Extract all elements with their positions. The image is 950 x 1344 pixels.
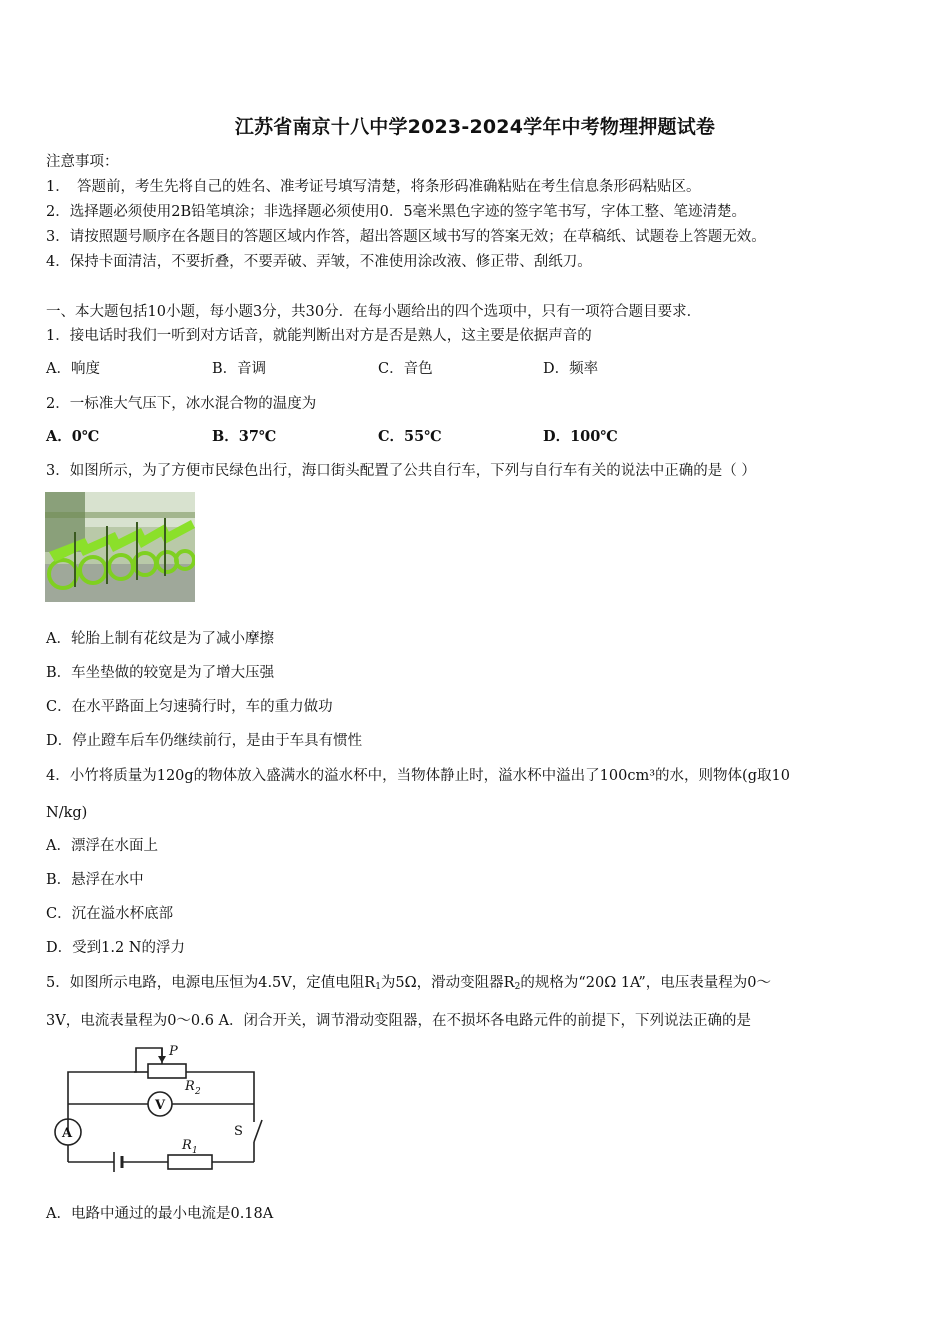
notice-item: 2．选择题必须使用2B铅笔填涂；非选择题必须使用0．5毫米黑色字迹的签字笔书写，字体工整、笔迹清楚。	[46, 204, 747, 220]
q5-option-a[interactable]: A．电路中通过的最小电流是0.18A	[46, 1206, 274, 1222]
q1-option-d[interactable]: D．频率	[543, 361, 599, 377]
q4-option-b[interactable]: B．悬浮在水中	[46, 872, 144, 888]
bicycle-photo	[45, 492, 195, 602]
q3-option-a[interactable]: A．轮胎上制有花纹是为了减小摩擦	[46, 631, 274, 647]
circuit-diagram	[44, 1042, 270, 1186]
q3-option-c[interactable]: C．在水平路面上匀速骑行时，车的重力做功	[46, 699, 333, 715]
q1-option-c[interactable]: C．音色	[378, 361, 433, 377]
slider-label: P	[169, 1044, 178, 1059]
notice-item: 1． 答题前，考生先将自己的姓名、准考证号填写清楚，将条形码准确粘贴在考生信息条形码粘贴区。	[46, 179, 701, 195]
q2-option-c[interactable]: C．55℃	[378, 428, 442, 445]
r2-label: R	[185, 1079, 195, 1094]
ammeter-label: A	[62, 1126, 73, 1141]
q4-option-d[interactable]: D．受到1.2 N的浮力	[46, 940, 185, 956]
q2-option-a[interactable]: A．0℃	[46, 428, 100, 445]
q1-option-b[interactable]: B．音调	[212, 361, 267, 377]
notice-item: 3．请按照题号顺序在各题目的答题区域内作答，超出答题区域书写的答案无效；在草稿纸、试题卷上答题无效。	[46, 229, 766, 245]
r1-sub: 1	[192, 1146, 198, 1156]
page-title: 江苏省南京十八中学2023-2024学年中考物理押题试卷	[234, 116, 716, 138]
q2-option-b[interactable]: B．37℃	[212, 428, 277, 445]
q2-option-d[interactable]: D．100℃	[543, 428, 618, 445]
q4-option-c[interactable]: C．沉在溢水杯底部	[46, 906, 174, 922]
question-4-stem: 4．小竹将质量为120g的物体放入盛满水的溢水杯中，当物体静止时，溢水杯中溢出了100cm³的水，则物体(g取10	[46, 768, 790, 784]
r1-label: R	[182, 1138, 192, 1153]
q3-option-d[interactable]: D．停止蹬车后车仍继续前行，是由于车具有惯性	[46, 733, 363, 749]
q1-option-a[interactable]: A．响度	[46, 361, 100, 377]
q3-option-b[interactable]: B．车坐垫做的较宽是为了增大压强	[46, 665, 275, 681]
question-2-stem: 2．一标准大气压下，冰水混合物的温度为	[46, 396, 317, 412]
notice-item: 4．保持卡面清洁，不要折叠，不要弄破、弄皱，不准使用涂改液、修正带、刮纸刀。	[46, 254, 592, 270]
question-1-stem: 1．接电话时我们一听到对方话音，就能判断出对方是否是熟人，这主要是依据声音的	[46, 328, 592, 344]
q4-option-a[interactable]: A．漂浮在水面上	[46, 838, 158, 854]
section-heading: 一、本大题包括10小题，每小题3分，共30分．在每小题给出的四个选项中，只有一项符合题目要求．	[46, 304, 702, 320]
notice-heading: 注意事项：	[46, 154, 119, 170]
r2-sub: 2	[195, 1087, 201, 1097]
question-4-stem-cont: N/kg)	[46, 805, 88, 821]
voltmeter-label: V	[155, 1098, 166, 1113]
question-5-stem: 5．如图所示电路，电源电压恒为4.5V，定值电阻$R_1$为5Ω，滑动变阻器$R_2$的规格为“20Ω 1A”，电压表量程为0～	[46, 975, 772, 992]
question-3-stem: 3．如图所示，为了方便市民绿色出行，海口街头配置了公共自行车，下列与自行车有关的说法中正确的是（ ）	[46, 463, 756, 479]
switch-label: S	[234, 1124, 243, 1139]
question-5-stem-cont: 3V，电流表量程为0～0.6 A．闭合开关，调节滑动变阻器，在不损坏各电路元件的前提下，下列说法正确的是	[46, 1013, 752, 1029]
